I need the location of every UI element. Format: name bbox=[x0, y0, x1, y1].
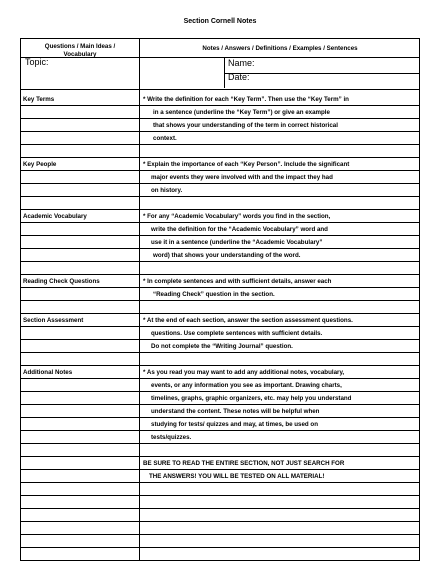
additional-notes-line-3: timelines, graphs, graphic organizers, etc. may help you understand bbox=[151, 395, 352, 402]
grid-row-line bbox=[21, 352, 419, 353]
grid-row-line bbox=[21, 157, 419, 158]
academic-vocabulary-line-1: * For any “Academic Vocabulary” words you find in the section, bbox=[143, 213, 331, 220]
reading-check-line-2: “Reading Check” question in the section. bbox=[153, 291, 275, 298]
grid-row-line bbox=[21, 482, 419, 483]
grid-row-line bbox=[21, 547, 419, 548]
grid-row-line bbox=[21, 235, 419, 236]
grid-row-line bbox=[21, 508, 419, 509]
grid-row-line bbox=[21, 222, 419, 223]
grid-row-line bbox=[21, 261, 419, 262]
right-column-header: Notes / Answers / Definitions / Examples / Sentences bbox=[202, 45, 358, 52]
section-assessment-line-2: questions. Use complete sentences with sufficient details. bbox=[151, 330, 323, 337]
left-header-line-1: Questions / Main Ideas / bbox=[44, 43, 116, 50]
warning-line-2: THE ANSWERS! YOU WILL BE TESTED ON ALL MATERIAL! bbox=[149, 473, 325, 480]
key-terms-line-1: * Write the definition for each “Key Term”. Then use the “Key Term” in bbox=[143, 96, 349, 103]
grid-row-line bbox=[21, 326, 419, 327]
key-terms-line-4: context. bbox=[153, 135, 177, 142]
grid-row-line bbox=[21, 57, 419, 58]
academic-vocabulary-line-3: use it in a sentence (underline the “Academic Vocabulary” bbox=[151, 239, 323, 246]
grid-row-line bbox=[21, 417, 419, 418]
academic-vocabulary-line-4: word) that shows your understanding of the word. bbox=[153, 252, 301, 259]
left-header-line-2: Vocabulary bbox=[63, 50, 97, 58]
grid-row-line bbox=[21, 443, 419, 444]
grid-row-line bbox=[21, 313, 419, 314]
reading-check-line-1: * In complete sentences and with sufficient details, answer each bbox=[143, 278, 332, 285]
additional-notes-line-4: understand the content. These notes will be helpful when bbox=[151, 408, 320, 415]
section-label-key-terms: Key Terms bbox=[23, 96, 55, 103]
key-terms-line-3: that shows your understanding of the term in correct historical bbox=[153, 122, 338, 129]
grid-row-line bbox=[21, 391, 419, 392]
grid-row-line bbox=[21, 339, 419, 340]
additional-notes-line-2: events, or any information you see as important. Drawing charts, bbox=[151, 382, 342, 389]
additional-notes-line-5: studying for tests/ quizzes and may, at times, be used on bbox=[151, 421, 318, 428]
section-label-additional-notes: Additional Notes bbox=[23, 369, 73, 376]
name-label: Name: bbox=[228, 58, 255, 68]
grid-row-line bbox=[21, 89, 419, 90]
grid-row-line bbox=[21, 469, 419, 470]
grid-row-line bbox=[21, 196, 419, 197]
name-date-separator bbox=[224, 73, 419, 74]
grid-row-line bbox=[21, 144, 419, 145]
key-people-line-2: major events they were involved with and the impact they had bbox=[151, 174, 333, 181]
section-assessment-line-1: * At the end of each section, answer the section assessment questions. bbox=[143, 317, 353, 324]
cornell-notes-table bbox=[20, 38, 420, 561]
grid-row-line bbox=[21, 274, 419, 275]
grid-row-line bbox=[21, 183, 419, 184]
grid-row-line bbox=[21, 534, 419, 535]
grid-row-line bbox=[21, 209, 419, 210]
grid-row-line bbox=[21, 365, 419, 366]
document-title: Section Cornell Notes bbox=[183, 18, 257, 25]
additional-notes-line-6: tests/quizzes. bbox=[151, 434, 192, 441]
left-column-header bbox=[21, 43, 139, 58]
key-people-line-1: * Explain the importance of each “Key Person”. Include the significant bbox=[143, 161, 350, 168]
grid-row-line bbox=[21, 248, 419, 249]
grid-row-line bbox=[21, 456, 419, 457]
grid-row-line bbox=[21, 170, 419, 171]
section-label-reading-check: Reading Check Questions bbox=[23, 278, 100, 285]
section-label-section-assessment: Section Assessment bbox=[23, 317, 84, 324]
section-label-key-people: Key People bbox=[23, 161, 57, 168]
grid-row-line bbox=[21, 495, 419, 496]
grid-row-line bbox=[21, 521, 419, 522]
warning-line-1: BE SURE TO READ THE ENTIRE SECTION, NOT JUST SEARCH FOR bbox=[143, 460, 345, 467]
key-terms-line-2: in a sentence (underline the “Key Term”) or give an example bbox=[153, 109, 330, 116]
grid-row-line bbox=[21, 118, 419, 119]
grid-row-line bbox=[21, 404, 419, 405]
grid-row-line bbox=[21, 378, 419, 379]
academic-vocabulary-line-2: write the definition for the “Academic Vocabulary” word and bbox=[151, 226, 328, 233]
section-label-academic-vocabulary: Academic Vocabulary bbox=[23, 213, 87, 220]
topic-label: Topic: bbox=[25, 57, 49, 67]
key-people-line-3: on history. bbox=[151, 187, 183, 194]
grid-row-line bbox=[21, 131, 419, 132]
grid-row-line bbox=[21, 287, 419, 288]
date-label: Date: bbox=[228, 72, 250, 82]
section-assessment-line-3: Do not complete the “Writing Journal” question. bbox=[151, 343, 293, 350]
grid-row-line bbox=[21, 430, 419, 431]
grid-row-line bbox=[21, 105, 419, 106]
additional-notes-line-1: * As you read you may want to add any additional notes, vocabulary, bbox=[143, 369, 345, 376]
grid-row-line bbox=[21, 300, 419, 301]
